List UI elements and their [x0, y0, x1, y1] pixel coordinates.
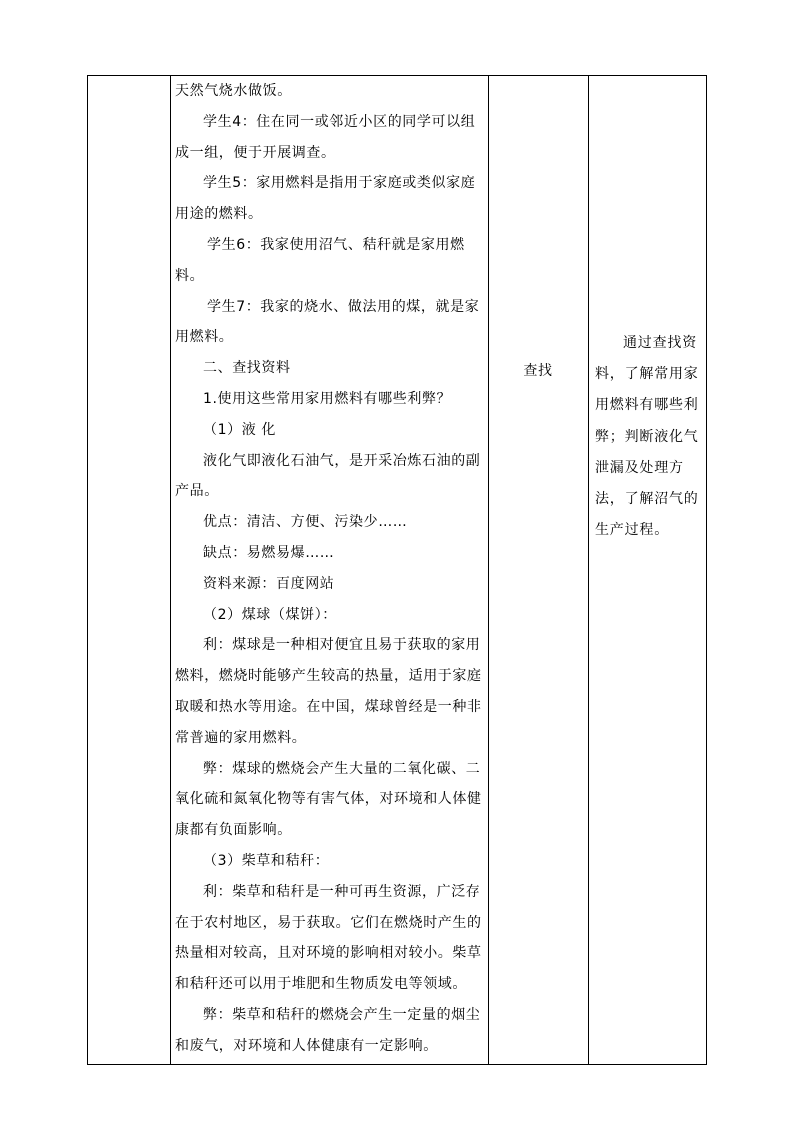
paragraph: 学生4：住在同一或邻近小区的同学可以组成一组，便于开展调查。 [175, 113, 476, 161]
subheading: （3）柴草和秸秆： [203, 852, 330, 869]
paragraph: 利：柴草和秸秆是一种可再生资源，广泛存在于农村地区，易于获取。它们在燃烧时产生的热量相对较高，且对环境的影响相对较小。柴草和秸秆还可以用于堆肥和生物质发电等领域。 [175, 883, 482, 993]
intent-text: 通过查找资料，了解常用家用燃料有哪些利弊；判断液化气泄漏及处理方法，了解沼气的生产过程。 [595, 335, 699, 539]
paragraph: 学生5：家用燃料是指用于家庭或类似家庭用途的燃料。 [175, 175, 476, 223]
paragraph: 天然气烧水做饭。 [175, 83, 292, 99]
paragraph: 弊：柴草和秸秆的燃烧会产生一定量的烟尘和废气，对环境和人体健康有一定影响。 [175, 1006, 481, 1054]
design-intent-cell [588, 76, 707, 1064]
paragraph: 液化气即液化石油气，是开采冶炼石油的副产品。 [175, 452, 481, 500]
section-heading: 二、查找资料 [203, 360, 291, 377]
activity-text: 查找 [523, 363, 553, 379]
paragraph: 利：煤球是一种相对便宜且易于获取的家用燃料，燃烧时能够产生较高的热量，适用于家庭取暖和热水等用途。在中国，煤球曾经是一种非常普遍的家用燃料。 [175, 637, 482, 746]
question: 1.使用这些常用家用燃料有哪些利弊？ [203, 390, 452, 407]
paragraph: 缺点：易燃易爆…… [203, 544, 335, 561]
paragraph: 学生6：我家使用沼气、秸秆就是家用燃料。 [175, 236, 465, 284]
subheading: （2）煤球（煤饼）： [203, 606, 337, 623]
paragraph: 学生7：我家的烧水、做法用的煤，就是家用燃料。 [175, 298, 480, 346]
lesson-table [87, 75, 707, 1065]
paragraph: 优点：清洁、方便、污染少…… [203, 514, 408, 531]
paragraph: 资料来源：百度网站 [203, 575, 335, 592]
paragraph: 弊：煤球的燃烧会产生大量的二氧化碳、二氧化硫和氮氧化物等有害气体，对环境和人体健康都有负面影响。 [175, 760, 482, 839]
teaching-process-cell [170, 76, 488, 1064]
student-activity-cell [488, 76, 588, 1064]
subheading: （1）液 化 [203, 421, 276, 438]
